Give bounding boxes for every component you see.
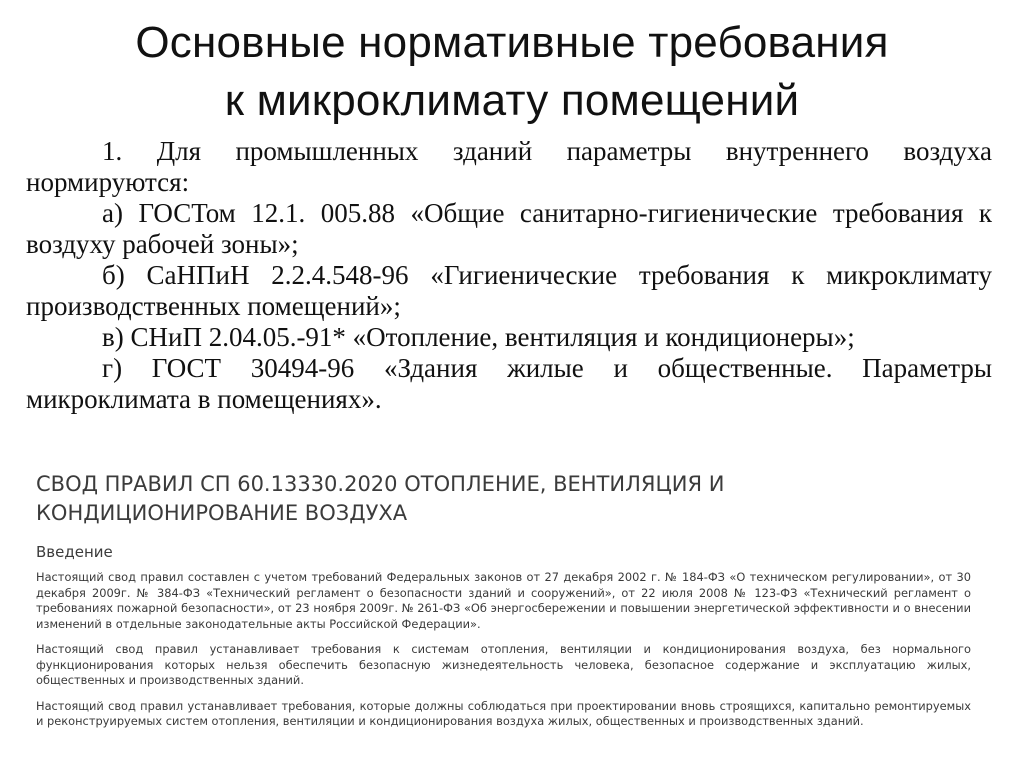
- norm-item-g: г) ГОСТ 30494-96 «Здания жилые и общественные. Параметры микроклимата в помещениях».: [26, 353, 992, 414]
- slide-title-line-2: к микроклимату помещений: [224, 76, 800, 125]
- excerpt-title-line-2: КОНДИЦИОНИРОВАНИЕ ВОЗДУХА: [36, 501, 408, 525]
- norm-item-b: б) СаНПиН 2.2.4.548-96 «Гигиенические требования к микроклимату производственных помещений»;: [26, 260, 992, 321]
- excerpt-paragraph-3: Настоящий свод правил устанавливает требования, которые должны соблюдаться при проектировании вновь строящихся, капитально ремонтируемых и реконструируемых систем отопления, вентиляции и кондиционирования воздуха жилых, общественных и производственных зданий.: [36, 698, 971, 728]
- excerpt-paragraph-1: Настоящий свод правил составлен с учетом требований Федеральных законов от 27 декабря 2002 г. № 184-ФЗ «О техническом регулировании», от 30 декабря 2009г. № 384-ФЗ «Технический регламент о безопасности зданий и сооружений», от 22 июля 2008 № 123-ФЗ «Технический регламент о требованиях пожарной безопасности», от 23 ноября 2009г. № 261-ФЗ «Об энергосбережении и повышении энергетической эффективности и о внесении изменений в отдельные законодательные акты Российской Федерации».: [36, 570, 971, 631]
- excerpt-title: [36, 470, 971, 528]
- norms-list: [26, 136, 992, 415]
- excerpt-paragraph-2: Настоящий свод правил устанавливает требования к системам отопления, вентиляции и кондиционирования воздуха, без нормального функционирования которых нельзя обеспечить безопасную жизнедеятельность человека, безопасное содержание и эксплуатацию жилых, общественных и производственных зданий.: [36, 642, 971, 687]
- norm-item-v: в) СНиП 2.04.05.-91* «Отопление, вентиляция и кондиционеры»;: [102, 322, 855, 352]
- slide-title: [0, 14, 1024, 130]
- norm-item-a: а) ГОСТом 12.1. 005.88 «Общие санитарно-гигиенические требования к воздуху рабочей зоны»;: [26, 198, 992, 259]
- sp-excerpt: [36, 470, 971, 740]
- excerpt-title-line-1: СВОД ПРАВИЛ СП 60.13330.2020 ОТОПЛЕНИЕ, ВЕНТИЛЯЦИЯ И: [36, 472, 725, 496]
- norms-intro: 1. Для промышленных зданий параметры внутреннего воздуха нормируются:: [26, 136, 992, 197]
- excerpt-heading: Введение: [36, 543, 113, 561]
- slide-title-line-1: Основные нормативные требования: [135, 18, 889, 67]
